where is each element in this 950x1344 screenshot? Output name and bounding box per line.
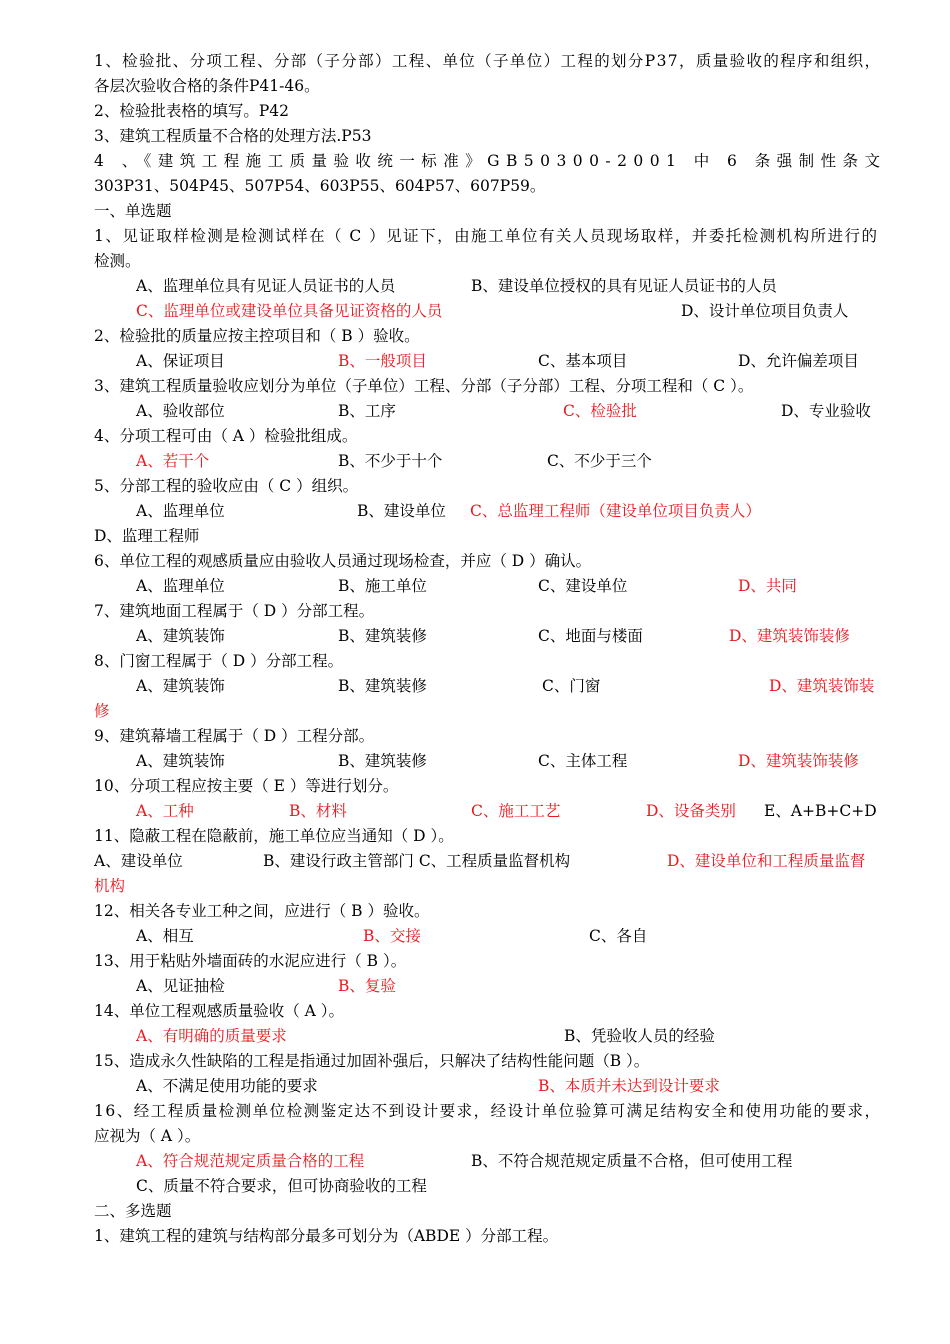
answer-text: D、建设单位和工程质量监督 xyxy=(667,852,866,870)
line-text: A、监理单位 xyxy=(136,502,225,520)
line-text: 7、建筑地面工程属于（ D ）分部工程。 xyxy=(94,602,375,620)
line-text: B、建筑装修 xyxy=(338,752,427,770)
line-text: 二、多选题 xyxy=(94,1202,172,1220)
line-text: B、建筑装修 xyxy=(338,677,427,695)
line-text: A、不满足使用功能的要求 xyxy=(136,1077,318,1095)
line-text: 6、单位工程的观感质量应由验收人员通过现场检查，并应（ D ）确认。 xyxy=(94,552,592,570)
line-text: 1、建筑工程的建筑与结构部分最多可划分为（ABDE ）分部工程。 xyxy=(94,1227,559,1245)
line-text: 15、造成永久性缺陷的工程是指通过加固补强后，只解决了结构性能问题（B ）。 xyxy=(94,1052,650,1070)
answer-text: A、工种 xyxy=(136,802,194,820)
answer-text: B、本质并未达到设计要求 xyxy=(538,1077,720,1095)
line-text: A、见证抽检 xyxy=(136,977,225,995)
line-text: 12、相关各专业工种之间，应进行（ B ）验收。 xyxy=(94,902,430,920)
line-text: B、建设行政主管部门 C、工程质量监督机构 xyxy=(263,852,571,870)
line-text: 3、建筑工程质量验收应划分为单位（子单位）工程、分部（子分部）工程、分项工程和（ C ）。 xyxy=(94,377,754,395)
answer-text: D、共同 xyxy=(738,577,797,595)
line-text: A、监理单位具有见证人员证书的人员 xyxy=(136,277,396,295)
answer-text: A、若干个 xyxy=(136,452,210,470)
line-text: D、专业验收 xyxy=(781,402,871,420)
line-text: C、各自 xyxy=(589,927,648,945)
line-text: 检测。 xyxy=(94,252,141,270)
answer-text: A、符合规范规定质量合格的工程 xyxy=(136,1152,365,1170)
line-text: D、允许偏差项目 xyxy=(738,352,859,370)
line-text: 一、单选题 xyxy=(94,202,172,220)
answer-text: B、材料 xyxy=(289,802,347,820)
line-text: 9、建筑幕墙工程属于（ D ）工程分部。 xyxy=(94,727,375,745)
line-text: B、凭验收人员的经验 xyxy=(564,1027,715,1045)
line-text: 各层次验收合格的条件P41-46。 xyxy=(94,77,320,95)
line-text: C、质量不符合要求，但可协商验收的工程 xyxy=(136,1177,427,1195)
line-text: 14、单位工程观感质量验收（ A ）。 xyxy=(94,1002,345,1020)
line-text: C、不少于三个 xyxy=(547,452,652,470)
answer-text: C、总监理工程师（建设单位项目负责人） xyxy=(470,502,761,520)
line-text: 应视为（ A ）。 xyxy=(94,1127,201,1145)
line-text: A、监理单位 xyxy=(136,577,225,595)
line-text: D、设计单位项目负责人 xyxy=(681,302,849,320)
answer-text: 机构 xyxy=(94,877,126,895)
answer-text: A、有明确的质量要求 xyxy=(136,1027,287,1045)
line-text: B、施工单位 xyxy=(338,577,427,595)
line-text: 2、检验批的质量应按主控项目和（ B ）验收。 xyxy=(94,327,420,345)
answer-text: B、交接 xyxy=(363,927,421,945)
line-text: C、建设单位 xyxy=(538,577,628,595)
answer-text: B、一般项目 xyxy=(338,352,427,370)
line-text: B、建设单位 xyxy=(357,502,446,520)
line-text: 1、见证取样检测是检测试样在（ C ）见证下，由施工单位有关人员现场取样，并委托检测机构所进行的 xyxy=(94,227,879,245)
line-text: A、建筑装饰 xyxy=(136,627,225,645)
line-text: 8、门窗工程属于（ D ）分部工程。 xyxy=(94,652,344,670)
answer-text: C、监理单位或建设单位具备见证资格的人员 xyxy=(136,302,443,320)
line-text: B、不符合规范规定质量不合格，但可使用工程 xyxy=(471,1152,793,1170)
line-text: B、建设单位授权的具有见证人员证书的人员 xyxy=(471,277,777,295)
line-text: C、基本项目 xyxy=(538,352,628,370)
line-text: 2、检验批表格的填写。P42 xyxy=(94,102,290,120)
line-text: E、A+B+C+D xyxy=(764,802,877,820)
answer-text: B、复验 xyxy=(338,977,396,995)
line-text: 303P31、504P45、507P54、603P55、604P57、607P59。 xyxy=(94,177,546,195)
answer-text: C、施工工艺 xyxy=(471,802,561,820)
line-text: 11、隐蔽工程在隐蔽前，施工单位应当通知（ D ）。 xyxy=(94,827,454,845)
line-text: 16、经工程质量检测单位检测鉴定达不到设计要求，经设计单位验算可满足结构安全和使用功能的要求， xyxy=(94,1102,882,1120)
line-text: A、建筑装饰 xyxy=(136,752,225,770)
line-text: C、门窗 xyxy=(542,677,601,695)
answer-text: C、检验批 xyxy=(563,402,637,420)
line-text: A、验收部位 xyxy=(136,402,225,420)
line-text: 4 、《建筑工程施工质量验收统一标准》GB50300-2001 中 6 条强制性条文 xyxy=(94,152,887,170)
line-text: A、建设单位 xyxy=(94,852,183,870)
answer-text: 修 xyxy=(94,702,110,720)
answer-text: D、设备类别 xyxy=(646,802,736,820)
line-text: C、主体工程 xyxy=(538,752,628,770)
answer-text: D、建筑装饰装修 xyxy=(738,752,859,770)
line-text: A、相互 xyxy=(136,927,194,945)
line-text: B、建筑装修 xyxy=(338,627,427,645)
line-text: A、保证项目 xyxy=(136,352,225,370)
line-text: A、建筑装饰 xyxy=(136,677,225,695)
line-text: 13、用于粘贴外墙面砖的水泥应进行（ B ）。 xyxy=(94,952,407,970)
line-text: 1、检验批、分项工程、分部（子分部）工程、单位（子单位）工程的划分P37，质量验收的程序和组织， xyxy=(94,52,882,70)
line-text: 3、建筑工程质量不合格的处理方法.P53 xyxy=(94,127,372,145)
line-text: B、不少于十个 xyxy=(338,452,443,470)
line-text: 5、分部工程的验收应由（ C ）组织。 xyxy=(94,477,359,495)
answer-text: D、建筑装饰装修 xyxy=(729,627,850,645)
answer-text: D、建筑装饰装 xyxy=(769,677,875,695)
line-text: C、地面与楼面 xyxy=(538,627,643,645)
line-text: B、工序 xyxy=(338,402,396,420)
line-text: 10、分项工程应按主要（ E ）等进行划分。 xyxy=(94,777,399,795)
line-text: D、监理工程师 xyxy=(94,527,200,545)
line-text: 4、分项工程可由（ A ）检验批组成。 xyxy=(94,427,358,445)
